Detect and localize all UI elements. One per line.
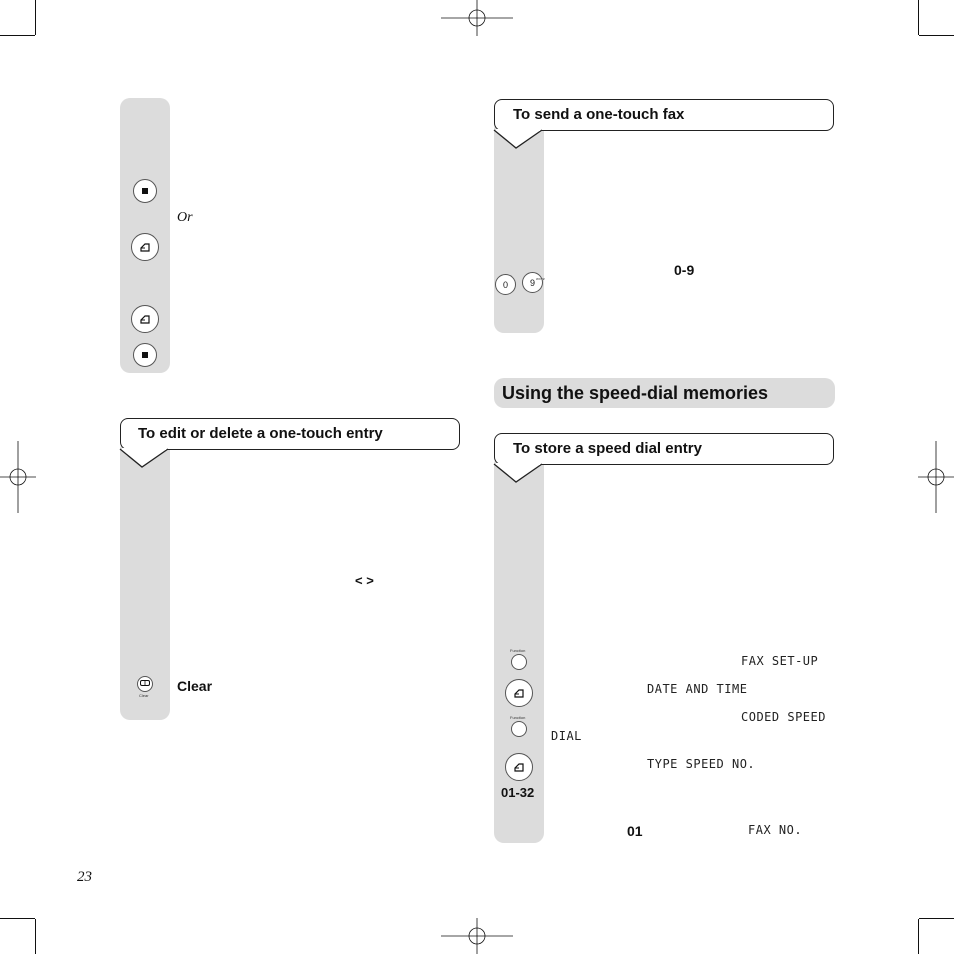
display-fax-no: FAX NO. [748,823,803,837]
function-key-caption: Function [510,648,526,653]
speed-dial-banner-title: Using the speed-dial memories [502,383,769,403]
one-touch-button[interactable] [505,679,533,707]
stop-button[interactable] [133,179,157,203]
or-label: Or [177,210,193,225]
function-key-caption: Function [510,715,526,720]
display-fax-setup: FAX SET-UP [741,654,819,668]
header-pointer [492,463,552,485]
display-coded-speed: CODED SPEED [741,710,826,724]
clear-icon [140,680,150,686]
send-sidebar [494,120,544,333]
one-touch-button[interactable] [131,305,159,333]
arrows-label: < > [355,573,374,588]
send-range-label: 0-9 [674,262,695,278]
display-type-speed: TYPE SPEED NO. [647,757,756,771]
header-pointer [118,448,178,470]
stop-button[interactable] [133,343,157,367]
key-0-label: 0 [502,279,508,290]
store-section-title: To store a speed dial entry [513,440,702,457]
clear-key-caption: Clear [139,693,149,698]
send-section-title: To send a one-touch fax [513,106,685,123]
clear-label: Clear [177,678,213,694]
header-pointer [492,129,552,151]
key-9-button[interactable] [522,272,543,293]
one-touch-icon [139,241,151,253]
key-9-label: 9 [529,277,535,288]
one-touch-button[interactable] [505,753,533,781]
entry-01-label: 01 [627,823,643,839]
one-touch-button[interactable] [131,233,159,261]
function-button[interactable] [511,654,527,670]
key-9-letters: WXYZ [536,277,545,281]
one-touch-icon [513,761,525,773]
one-touch-icon [513,687,525,699]
display-date-time: DATE AND TIME [647,682,748,696]
edit-section-title: To edit or delete a one-touch entry [138,425,383,442]
store-range-label: 01-32 [501,785,535,800]
key-0-button[interactable] [495,274,516,295]
function-button[interactable] [511,721,527,737]
display-dial: DIAL [551,729,582,743]
stop-icon [142,188,148,194]
page-number: 23 [77,869,92,885]
one-touch-icon [139,313,151,325]
stop-icon [142,352,148,358]
